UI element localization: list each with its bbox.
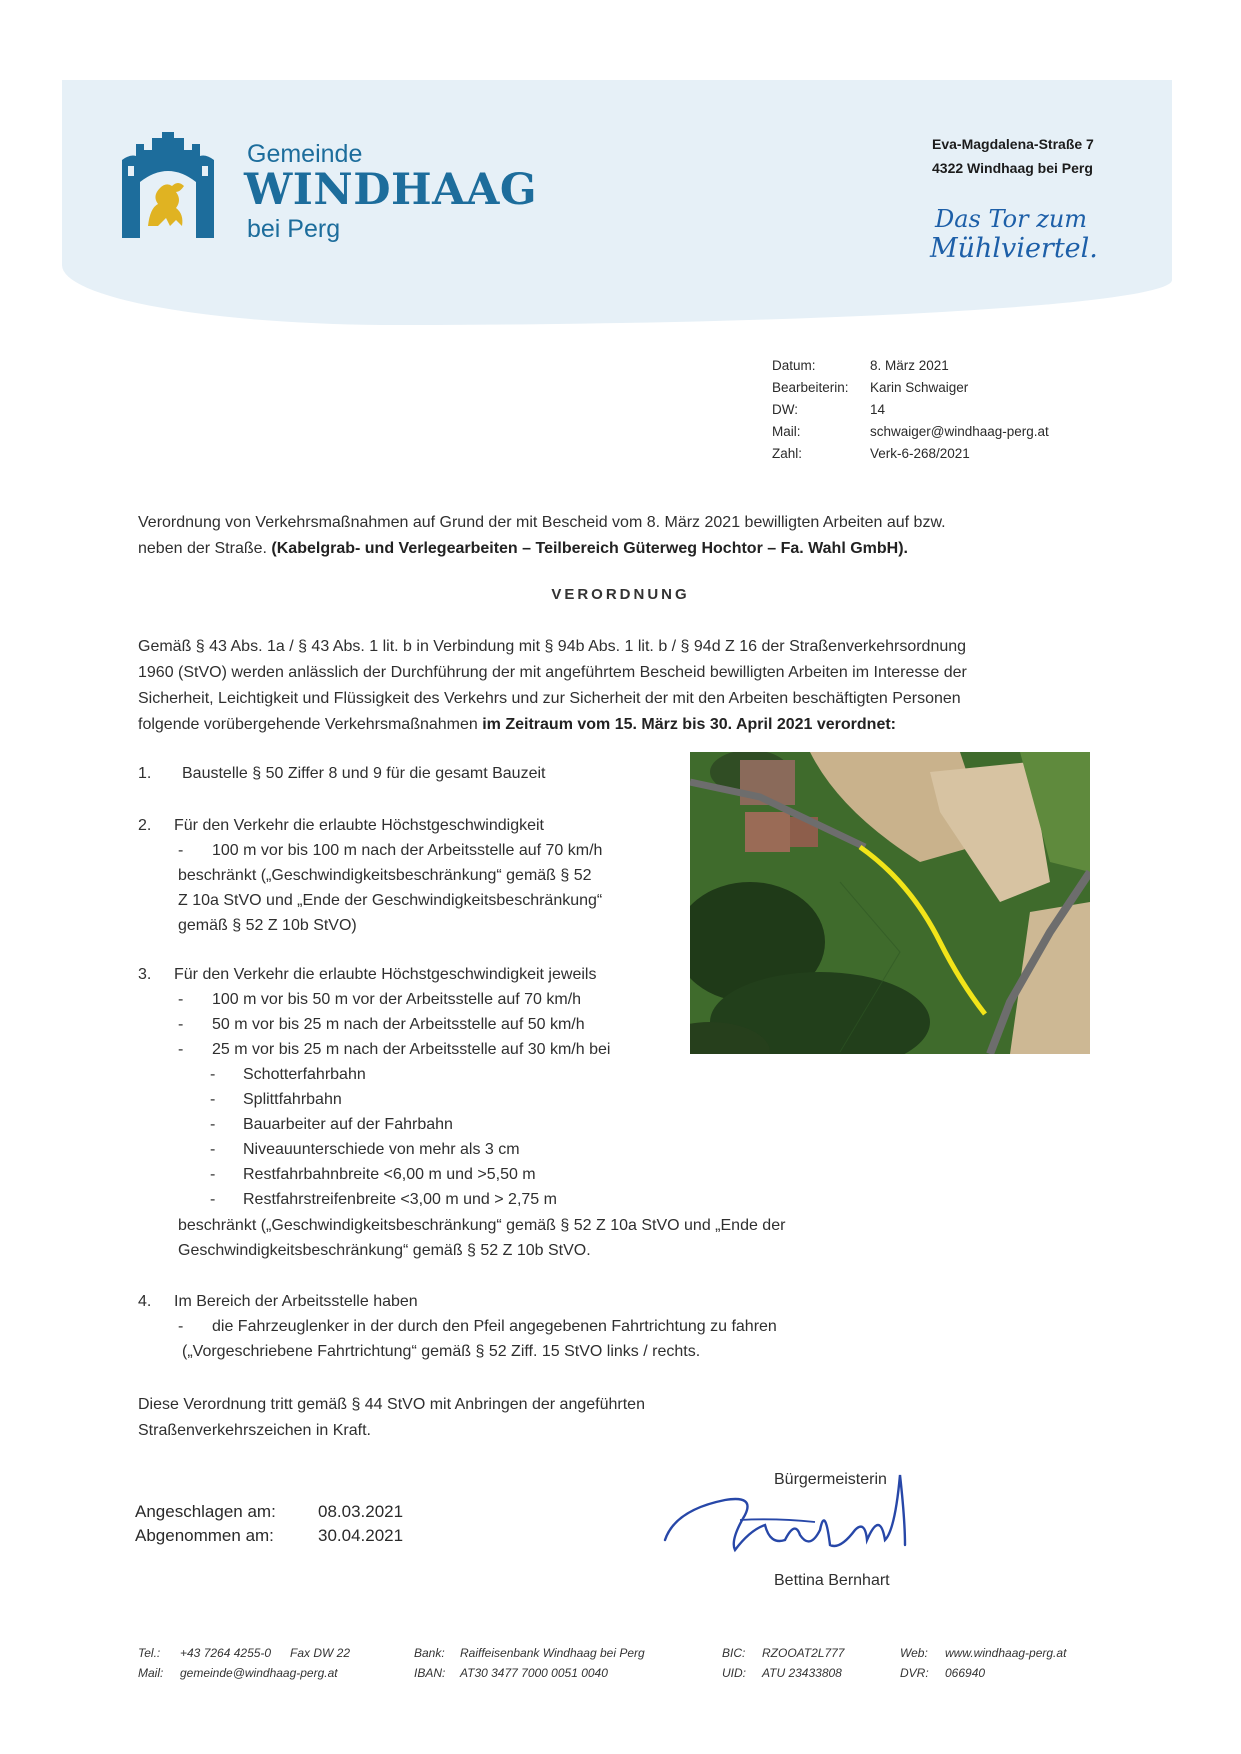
item-3-number: 3. xyxy=(138,966,152,983)
letterhead-band xyxy=(62,80,1172,325)
footer-fax: Fax DW 22 xyxy=(290,1646,351,1660)
castle-gate-lion-crest-icon xyxy=(118,130,218,238)
intro-line2-plain: neben der Straße. xyxy=(138,540,272,557)
signature-name: Bettina Bernhart xyxy=(774,1572,890,1589)
posted-date: 08.03.2021 xyxy=(318,1502,404,1521)
removed-date: 30.04.2021 xyxy=(318,1526,404,1545)
footer-dvr-label: DVR: xyxy=(900,1666,929,1680)
item-4-text: Im Bereich der Arbeitsstelle haben xyxy=(174,1293,418,1310)
item-3-condition: Restfahrstreifenbreite <3,00 m und > 2,75 m xyxy=(243,1191,557,1208)
item-3-sub2: 50 m vor bis 25 m nach der Arbeitsstelle auf 50 km/h xyxy=(212,1016,585,1033)
dash-bullet: - xyxy=(178,991,184,1008)
footer-web: www.windhaag-perg.at xyxy=(945,1646,1067,1660)
closing-line1: Diese Verordnung tritt gemäß § 44 StVO mit Anbringen der angeführten xyxy=(138,1396,645,1413)
preamble-line2: 1960 (StVO) werden anlässlich der Durchführung der mit angeführtem Bescheid bewilligten Arbeiten im Interesse der xyxy=(138,664,967,681)
item-2-cont1: beschränkt („Geschwindigkeitsbeschränkung“ gemäß § 52 xyxy=(178,867,592,884)
item-3-cont2: Geschwindigkeitsbeschränkung“ gemäß § 52 Z 10b StVO. xyxy=(178,1242,591,1259)
address-city: 4322 Windhaag bei Perg xyxy=(932,160,1093,176)
footer-bank: Raiffeisenbank Windhaag bei Perg xyxy=(460,1646,645,1660)
meta-label-mail: Mail: xyxy=(772,424,801,439)
footer-tel-label: Tel.: xyxy=(138,1646,161,1660)
footer-bank-label: Bank: xyxy=(414,1646,445,1660)
item-2-text: Für den Verkehr die erlaubte Höchstgeschwindigkeit xyxy=(174,817,544,834)
item-3-condition: Bauarbeiter auf der Fahrbahn xyxy=(243,1116,453,1133)
footer-bic: RZOOAT2L777 xyxy=(762,1646,845,1660)
removed-label: Abgenommen am: xyxy=(135,1526,274,1545)
meta-value-date: 8. März 2021 xyxy=(870,358,949,373)
closing-line2: Straßenverkehrszeichen in Kraft. xyxy=(138,1422,371,1439)
footer-uid: ATU 23433808 xyxy=(762,1666,842,1680)
preamble-line3: Sicherheit, Leichtigkeit und Flüssigkeit des Verkehrs und zur Sicherheit der mit den Arbeiten beschäftigten Personen xyxy=(138,690,961,707)
site-map-aerial-image xyxy=(690,752,1090,1054)
preamble-line4-bold: im Zeitraum vom 15. März bis 30. April 2021 verordnet: xyxy=(482,716,897,733)
footer-bic-label: BIC: xyxy=(722,1646,746,1660)
dash-bullet: - xyxy=(210,1091,216,1108)
dash-bullet: - xyxy=(178,842,184,859)
footer-tel: +43 7264 4255-0 xyxy=(180,1646,272,1660)
dash-bullet: - xyxy=(210,1066,216,1083)
preamble-line4 xyxy=(138,712,896,738)
signature-title: Bürgermeisterin xyxy=(774,1471,887,1488)
footer-dvr: 066940 xyxy=(945,1666,986,1680)
item-4-sub1: die Fahrzeuglenker in der durch den Pfeil angegebenen Fahrtrichtung zu fahren xyxy=(212,1318,777,1335)
address-street: Eva-Magdalena-Straße 7 xyxy=(932,136,1094,152)
footer-mail-label: Mail: xyxy=(138,1666,164,1680)
posted-label: Angeschlagen am: xyxy=(135,1502,276,1521)
meta-label-extension: DW: xyxy=(772,402,798,417)
meta-label-number: Zahl: xyxy=(772,446,803,461)
dash-bullet: - xyxy=(210,1116,216,1133)
dash-bullet: - xyxy=(178,1318,184,1335)
item-1-number: 1. xyxy=(138,765,152,782)
meta-label-date: Datum: xyxy=(772,358,816,373)
footer-web-label: Web: xyxy=(900,1646,928,1660)
dash-bullet: - xyxy=(210,1141,216,1158)
preamble-line4-plain: folgende vorübergehende Verkehrsmaßnahmen xyxy=(138,716,483,733)
footer-iban: AT30 3477 7000 0051 0040 xyxy=(460,1666,608,1680)
meta-label-editor: Bearbeiterin: xyxy=(772,380,849,395)
document-heading: VERORDNUNG xyxy=(551,586,690,603)
item-4-cont1: („Vorgeschriebene Fahrtrichtung“ gemäß § 52 Ziff. 15 StVO links / rechts. xyxy=(182,1343,701,1360)
handwritten-signature xyxy=(655,1470,960,1560)
item-3-condition: Restfahrbahnbreite <6,00 m und >5,50 m xyxy=(243,1166,536,1183)
item-2-cont3: gemäß § 52 Z 10b StVO) xyxy=(178,917,357,934)
item-4-number: 4. xyxy=(138,1293,152,1310)
slogan-line1: Das Tor zum xyxy=(935,205,1088,233)
footer-uid-label: UID: xyxy=(722,1666,746,1680)
item-2-number: 2. xyxy=(138,817,152,834)
dash-bullet: - xyxy=(178,1041,184,1058)
item-3-cont1: beschränkt („Geschwindigkeitsbeschränkung“ gemäß § 52 Z 10a StVO und „Ende der xyxy=(178,1217,786,1234)
item-3-text: Für den Verkehr die erlaubte Höchstgeschwindigkeit jeweils xyxy=(174,966,597,983)
item-3-condition: Splittfahrbahn xyxy=(243,1091,342,1108)
dash-bullet: - xyxy=(210,1166,216,1183)
org-name-main: WINDHAAG xyxy=(244,165,538,215)
footer-mail: gemeinde@windhaag-perg.at xyxy=(180,1666,338,1680)
item-1-text: Baustelle § 50 Ziffer 8 und 9 für die gesamt Bauzeit xyxy=(182,765,546,782)
org-name-line1: Gemeinde xyxy=(247,140,363,168)
intro-line2 xyxy=(138,536,908,562)
intro-line1: Verordnung von Verkehrsmaßnahmen auf Grund der mit Bescheid vom 8. März 2021 bewilligten Arbeiten auf bzw. xyxy=(138,514,946,531)
footer-iban-label: IBAN: xyxy=(414,1666,446,1680)
item-3-sub1: 100 m vor bis 50 m vor der Arbeitsstelle auf 70 km/h xyxy=(212,991,582,1008)
slogan-line2: Mühlviertel. xyxy=(930,233,1098,264)
item-3-condition: Schotterfahrbahn xyxy=(243,1066,366,1083)
intro-line2-bold: (Kabelgrab- und Verlegearbeiten – Teilbereich Güterweg Hochtor – Fa. Wahl GmbH). xyxy=(271,540,908,557)
item-3-condition: Niveauunterschiede von mehr als 3 cm xyxy=(243,1141,520,1158)
org-name-line3: bei Perg xyxy=(247,215,341,243)
meta-value-number: Verk-6-268/2021 xyxy=(870,446,970,461)
item-2-sub1: 100 m vor bis 100 m nach der Arbeitsstelle auf 70 km/h xyxy=(212,842,603,859)
dash-bullet: - xyxy=(178,1016,184,1033)
meta-value-extension: 14 xyxy=(870,402,886,417)
preamble-line1: Gemäß § 43 Abs. 1a / § 43 Abs. 1 lit. b in Verbindung mit § 94b Abs. 1 lit. b / § 94d Z 16 der Straßenverkehrsordnung xyxy=(138,638,967,655)
meta-value-editor: Karin Schwaiger xyxy=(870,380,969,395)
item-2-cont2: Z 10a StVO und „Ende der Geschwindigkeitsbeschränkung“ xyxy=(178,892,603,909)
dash-bullet: - xyxy=(210,1191,216,1208)
item-3-sub3: 25 m vor bis 25 m nach der Arbeitsstelle auf 30 km/h bei xyxy=(212,1041,611,1058)
meta-value-mail: schwaiger@windhaag-perg.at xyxy=(870,424,1049,439)
